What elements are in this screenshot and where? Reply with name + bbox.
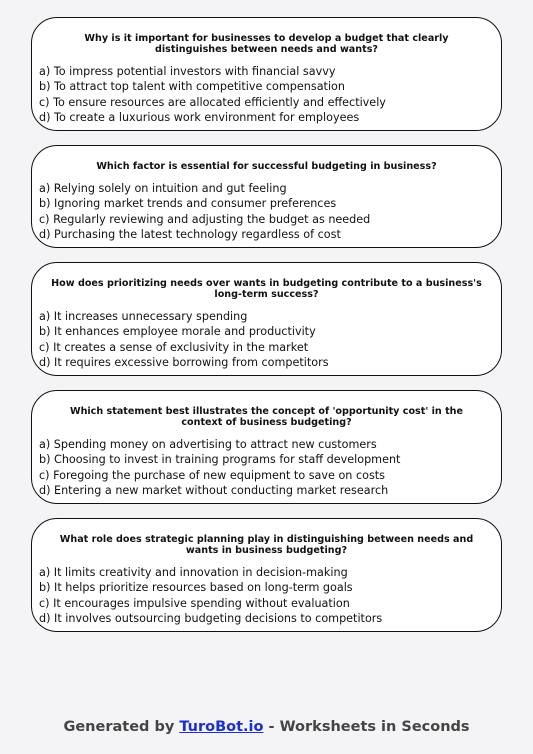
question-card-1 — [31, 17, 502, 131]
answer-option-d: d) To create a luxurious work environment for employees — [39, 111, 360, 125]
question-card-3 — [31, 262, 502, 376]
answer-option-b: b) It helps prioritize resources based on long-term goals — [39, 581, 353, 595]
footer-prefix: Generated by — [63, 719, 180, 735]
answer-option-a: a) It increases unnecessary spending — [39, 310, 248, 323]
answer-option-a: a) It limits creativity and innovation in decision-making — [39, 566, 348, 579]
answer-option-b: b) To attract top talent with competitive compensation — [39, 80, 345, 94]
answer-option-a: a) To impress potential investors with financial savvy — [39, 65, 336, 78]
answer-option-d: d) It requires excessive borrowing from competitors — [39, 356, 329, 370]
answer-option-b: b) Choosing to invest in training programs for staff development — [39, 453, 401, 467]
answer-option-c: c) It creates a sense of exclusivity in the market — [39, 340, 309, 354]
footer — [0, 719, 533, 735]
question-text: How does prioritizing needs over wants in budgeting contribute to a business's long-term success? — [51, 278, 482, 300]
question-text: Which factor is essential for successful budgeting in business? — [96, 161, 437, 172]
question-text: Why is it important for businesses to develop a budget that clearly distinguishes between needs and wants? — [84, 33, 449, 55]
answer-option-a: a) Relying solely on intuition and gut feeling — [39, 182, 287, 195]
answer-option-b: b) Ignoring market trends and consumer preferences — [39, 197, 337, 211]
question-card-2 — [31, 145, 502, 248]
answer-option-c: c) Foregoing the purchase of new equipment to save on costs — [39, 468, 385, 482]
answer-option-d: d) Purchasing the latest technology regardless of cost — [39, 228, 341, 242]
answer-option-b: b) It enhances employee morale and productivity — [39, 325, 316, 339]
answer-option-c: c) To ensure resources are allocated efficiently and effectively — [39, 95, 386, 109]
question-card-4 — [31, 390, 502, 504]
question-text: Which statement best illustrates the concept of 'opportunity cost' in the context of business budgeting? — [69, 406, 464, 428]
turobot-link[interactable]: TuroBot.io — [179, 719, 264, 735]
question-text: What role does strategic planning play in distinguishing between needs and wants in business budgeting? — [59, 534, 474, 556]
answer-option-c: c) Regularly reviewing and adjusting the budget as needed — [39, 212, 371, 226]
footer-suffix: - Worksheets in Seconds — [263, 719, 470, 735]
answer-option-a: a) Spending money on advertising to attract new customers — [39, 438, 377, 451]
answer-option-d: d) Entering a new market without conducting market research — [39, 484, 389, 498]
question-card-5 — [31, 518, 502, 632]
answer-option-c: c) It encourages impulsive spending without evaluation — [39, 596, 350, 610]
answer-option-d: d) It involves outsourcing budgeting decisions to competitors — [39, 612, 383, 626]
